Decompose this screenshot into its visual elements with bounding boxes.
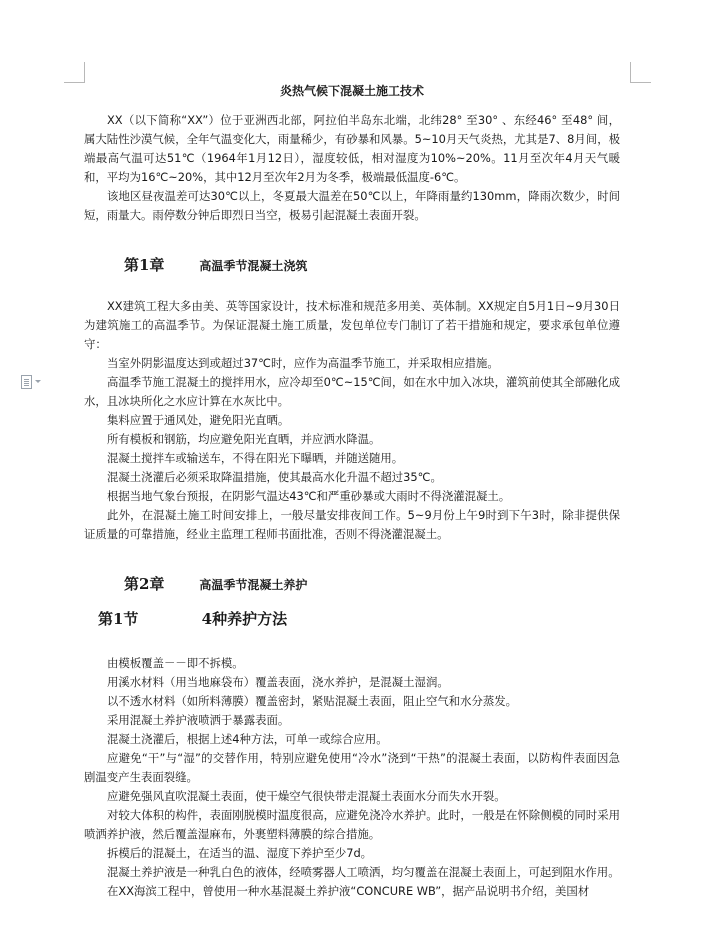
body-paragraph: 由模板覆盖－－即不拆模。 [107,656,244,670]
body-paragraph: 根据当地气象台预报，在阴影气温达43℃和严重砂暴或大雨时不得浇灌混凝土。 [107,489,511,503]
body-paragraph: 对较大体积的构件，表面刚脱模时温度很高，应避免浇冷水养护。此时，一般是在怀除侧模的同时采用喷洒养护液，然后覆盖湿麻布，外裹塑料薄膜的综合措施。 [84,808,620,841]
page-corner-mark-top-right [630,62,651,83]
chapter-title: 高温季节混凝土养护 [199,578,308,592]
section-title: 4种养护方法 [201,610,288,628]
body-paragraph: 该地区昼夜温差可达30℃以上，冬夏最大温差在50℃以上，年降雨量约130mm，降雨次数少，时间短，雨量大。雨停数分钟后即烈日当空，极易引起混凝土表面开裂。 [84,189,620,222]
body-paragraph: 混凝土浇灌后，根据上述4种方法，可单一或综合应用。 [107,732,388,746]
body-paragraph: 混凝土搅拌车或输送车，不得在阳光下曝晒，并随送随用。 [107,451,404,465]
document-title: 炎热气候下混凝土施工技术 [279,84,424,98]
body-paragraph: 应避免“干”与“湿”的交替作用，特别应避免使用“冷水”浇到“干热”的混凝土表面，以防构件表面因急剧温变产生表面裂缝。 [84,751,620,784]
section-heading [98,608,620,629]
body-paragraph: 采用混凝土养护液喷洒于暴露表面。 [107,713,290,727]
chapter-number: 第1章 [124,256,165,274]
body-paragraph: 应避免强风直吹混凝土表面，使干燥空气很快带走混凝土表面水分而失水开裂。 [107,789,506,803]
section-number: 第1节 [98,610,139,628]
body-paragraph: 此外，在混凝土施工时间安排上，一般尽量安排夜间工作。5~9月份上午9时到下午3时，除非提供保证质量的可靠措施，经业主监理工程师书面批准，否则不得浇灌混凝土。 [84,508,620,541]
body-paragraph: XX建筑工程大多由美、英等国家设计，技术标准和规范多用美、英体制。XX规定自5月1日~9月30日为建筑施工的高温季节。为保证混凝土施工质量，发包单位专门制订了若干措施和规定，要求承包单位遵守： [84,299,620,351]
body-paragraph: 混凝土浇灌后必须采取降温措施，使其最高水化升温不超过35℃。 [107,470,442,484]
document-outline-icon[interactable] [21,375,33,389]
body-paragraph: 所有模板和钢筋，均应避免阳光直晒，并应洒水降温。 [107,432,381,446]
chapter-title: 高温季节混凝土浇筑 [199,259,308,273]
paragraph-text: 高温季节施工混凝土的搅拌用水，应冷却至0℃~15℃间，如在水中加入冰块，灌筑前使其全部融化成水，且冰块所化之水应计算在水灰比中。 [84,375,620,408]
document-page[interactable] [84,82,620,901]
chapter-heading [124,573,620,594]
body-paragraph: 用溪水材料（用当地麻袋布）覆盖表面，浇水养护，是混凝土湿润。 [107,675,449,689]
body-paragraph: 在XX海滨工程中，曾使用一种水基混凝土养护液“CONCURE WB”，据产品说明书介绍，美国材 [107,884,590,898]
body-paragraph: 集料应置于通风处，避免阳光直晒。 [107,413,290,427]
body-paragraph: 拆模后的混凝土，在适当的温、湿度下养护至少7d。 [107,846,373,860]
body-paragraph: 混凝土养护液是一种乳白色的液体，经喷雾器人工喷洒，均匀覆盖在混凝土表面上，可起到阻水作用。 [107,865,620,879]
chevron-down-icon [35,380,41,383]
body-paragraph: 当室外阴影温度达到或超过37℃时，应作为高温季节施工，并采取相应措施。 [107,356,499,370]
body-paragraph: 以不透水材料（如所料薄膜）覆盖密封，紧贴混凝土表面，阻止空气和水分蒸发。 [107,694,518,708]
chapter-number: 第2章 [124,575,165,593]
body-paragraph: XX（以下简称“XX”）位于亚洲西北部，阿拉伯半岛东北端，北纬28° 至30° 、东经46° 至48° 间，属大陆性沙漠气候，全年气温变化大，雨量稀少，有砂暴和风暴。5~10月天气炎热，尤其是7、8月间，极端最高气温可达51℃（1964年1月12日），湿度较低，相对湿度为10%~20%。11月至次年4月天气暖和，平均为16℃~20%，其中12月至次年2月为冬季，极端最低温度-6℃。 [84,113,620,184]
page-icon [21,375,32,389]
body-paragraph [84,373,620,411]
chapter-heading [124,254,620,275]
page-corner-mark-top-left [64,62,85,83]
